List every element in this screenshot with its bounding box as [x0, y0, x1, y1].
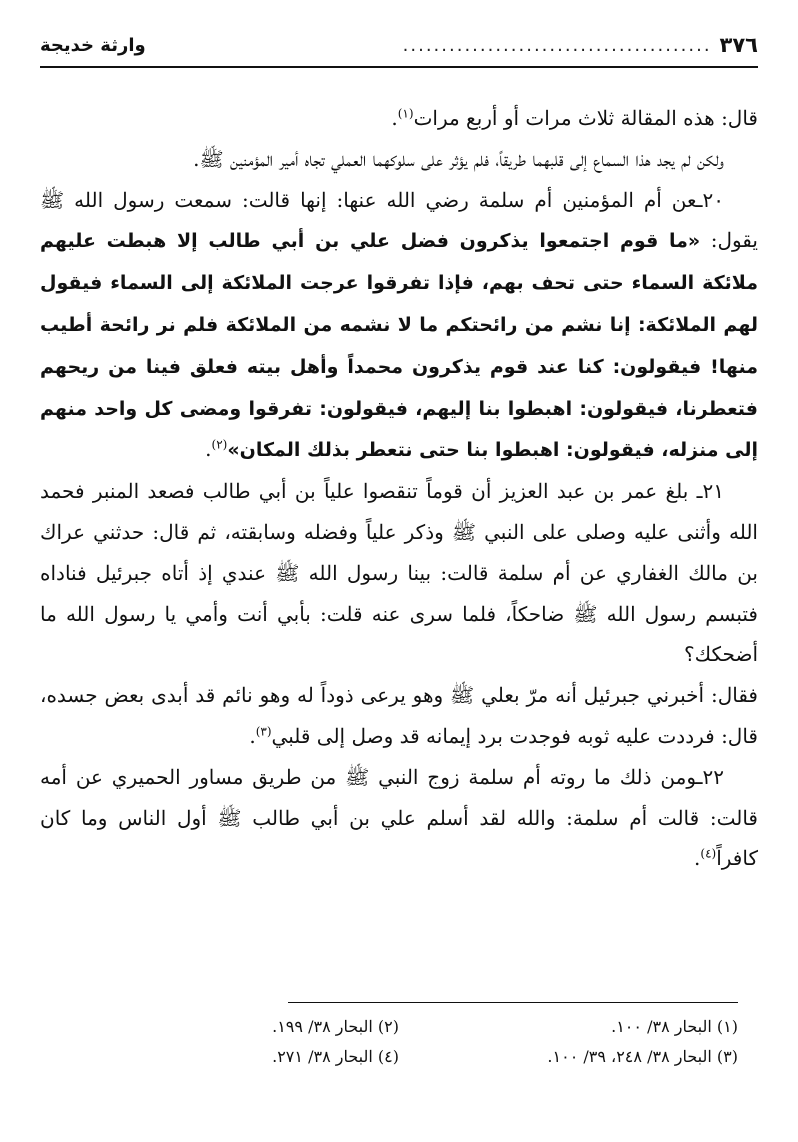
footnote-ref-1: (١): [397, 106, 414, 121]
footnote-ref-4: (٤): [700, 846, 717, 861]
paragraph-hadith-20: ٢٠ـعن أم المؤمنين أم سلمة رضي الله عنها: إنها قالت: سمعت رسول الله ﷺ يقول: «ما قوم اجتمعوا يذكرون فضل علي بن أبي طالب إلا هبطت عليهم ملائكة السماء حتى تحف بهم، فإذا تفرقوا عرجت الملائكة إلى السماء فيقول لهم الملائكة: إنا نشم من رائحتكم ما لا نشمه من الملائكة فلم نر رائحة أطيب منها! فيقولون: كنا عند قوم يذكرون محمداً وأهل بيته فعلق فينا من ريحهم فتعطرنا، فيقولون: اهبطوا بنا إليهم، فيقولون: تفرقوا ومضى كل واحد منهم إلى منزله، فيقولون: اهبطوا بنا حتى نتعطر بذلك المكان»$^{(٢)}$.: [40, 187, 758, 462]
footnotes: [60, 1014, 738, 1070]
paragraph-hadith-21-cont: فقال: أخبرني جبرئيل أنه مرّ بعلي ﷺ وهو يرعى ذوداً له وهو نائم قد أبدى بعض جسده، قال: فرددت عليه ثوبه فوجدت برد إيمانه قد وصل إلى قلبي$^{(٣)}$.: [40, 683, 758, 748]
paragraph-hadith-22: ٢٢ـومن ذلك ما روته أم سلمة زوج النبي ﷺ من طريق مساور الحميري عن أمه قالت: قالت أم سلمة: والله لقد أسلم علي بن أبي طالب ﷺ أول الناس وما كان كافراً$^{(٤)}$.: [40, 764, 758, 871]
page-number: ٣٧٦: [719, 33, 758, 57]
book-title: وارثة خديجة: [40, 34, 146, 56]
hadith-quote: «ما قوم اجتمعوا يذكرون فضل علي بن أبي طالب إلا هبطت عليهم ملائكة السماء حتى تحف بهم، فإذا تفرقوا عرجت الملائكة إلى السماء فيقول لهم الملائكة: إنا نشم من رائحتكم ما لا نشمه من الملائكة فلم نر رائحة أطيب منها! فيقولون: كنا عند قوم يذكرون محمداً وأهل بيته فعلق فينا من ريحهم فتعطرنا، فيقولون: اهبطوا بنا إليهم، فيقولون: تفرقوا ومضى كل واحد منهم إلى منزله، فيقولون: اهبطوا بنا حتى نتعطر بذلك المكان»: [40, 230, 758, 462]
paragraph-1: قال: هذه المقالة ثلاث مرات أو أربع مرات$^{(١)}$.: [391, 106, 758, 130]
footnote-3: (٣) البحار ٣٨/ ٢٤٨، ٣٩/ ١٠٠.: [547, 1047, 738, 1066]
footnote-1: (١) البحار ٣٨/ ١٠٠.: [611, 1017, 738, 1036]
footnote-4: (٤) البحار ٣٨/ ٢٧١.: [272, 1047, 399, 1066]
paragraph-2: ولكن لم يجد هذا السماع إلى قلبهما طريقاً، فلم يؤثر على سلوكهما العملي تجاه أمير المؤمنين ﷺ.: [193, 146, 724, 171]
paragraph-hadith-21: ٢١ـ بلغ عمر بن عبد العزيز أن قوماً تنقصوا علياً بن أبي طالب فصعد المنبر فحمد الله وأثنى عليه وصلى على النبي ﷺ وذكر علياً وفضله وسابقته، ثم قال: حدثني عراك بن مالك الغفاري عن أم سلمة قالت: بينا رسول الله ﷺ عندي إذ أتاه جبرئيل فناداه فتبسم رسول الله ﷺ ضاحكاً، فلما سرى عنه قلت: بأبي أنت وأمي يا رسول الله ما أضحكك؟: [40, 479, 758, 667]
header-divider: [40, 66, 758, 68]
footnote-ref-3: (٣): [255, 724, 272, 739]
main-text: [40, 98, 758, 879]
footnote-2: (٢) البحار ٣٨/ ١٩٩.: [272, 1017, 399, 1036]
header-leader-dots: ........................................: [402, 34, 712, 56]
footnote-ref-2: (٢): [211, 437, 228, 452]
running-header: [40, 28, 758, 62]
footnote-divider: [288, 1002, 738, 1003]
